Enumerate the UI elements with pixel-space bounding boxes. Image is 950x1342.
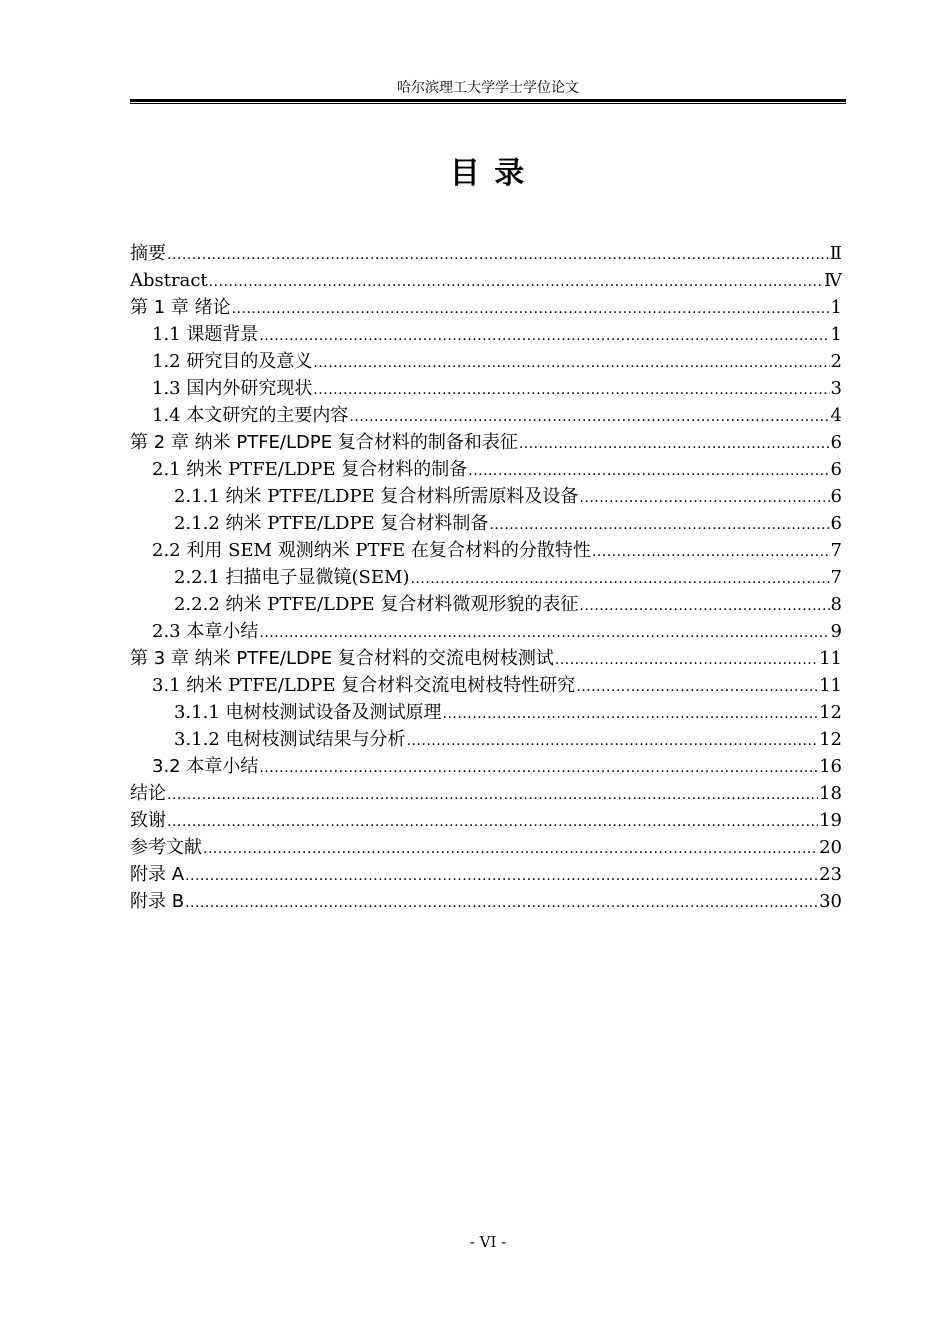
toc-entry-page: 6 [830,486,842,507]
toc-entry-label: 1.2 研究目的及意义 [152,351,313,372]
toc-leader-dots [592,539,830,566]
toc-leader-dots [259,323,829,350]
toc-entry[interactable] [130,807,842,834]
table-of-contents [130,240,842,915]
toc-entry-label: 第 2 章 纳米 PTFE/LDPE 复合材料的制备和表征 [130,432,518,453]
toc-leader-dots [167,242,829,269]
toc-entry[interactable] [130,294,842,321]
toc-entry[interactable] [130,348,842,375]
page-title: 目 录 [449,156,527,191]
toc-entry-label: 第 1 章 绪论 [130,297,231,318]
toc-leader-dots [167,809,818,836]
toc-leader-dots [185,890,818,917]
toc-entry[interactable] [130,510,842,537]
toc-leader-dots [349,404,829,431]
toc-leader-dots [203,836,818,863]
toc-leader-dots [489,512,829,539]
toc-entry-page: 9 [830,621,842,642]
toc-entry[interactable] [130,591,842,618]
toc-leader-dots [313,350,829,377]
toc-entry-page: 19 [819,810,842,831]
toc-entry-page: 11 [819,675,842,696]
toc-entry[interactable] [130,780,842,807]
toc-entry-label: 1.4 本文研究的主要内容 [152,405,349,426]
toc-entry[interactable] [130,240,842,267]
toc-entry-label: 2.2.2 纳米 PTFE/LDPE 复合材料微观形貌的表征 [174,594,579,615]
toc-entry[interactable] [130,699,842,726]
toc-entry[interactable] [130,267,842,294]
toc-entry-page: 12 [819,702,842,723]
toc-leader-dots [579,485,829,512]
toc-entry-label: 1.1 课题背景 [152,324,259,345]
toc-leader-dots [555,647,818,674]
toc-entry-page: Ⅱ [829,243,842,264]
toc-leader-dots [209,269,823,296]
toc-entry-page: 1 [830,324,842,345]
toc-entry-label: Abstract [130,270,208,291]
toc-entry-label: 3.1.1 电树枝测试设备及测试原理 [174,702,442,723]
toc-entry-label: 摘要 [130,243,166,264]
toc-entry-page: 7 [830,540,842,561]
toc-leader-dots [579,593,829,620]
toc-entry-label: 2.1.1 纳米 PTFE/LDPE 复合材料所需原料及设备 [174,486,579,507]
toc-entry[interactable] [130,888,842,915]
toc-entry[interactable] [130,456,842,483]
toc-entry-label: 3.1.2 电树枝测试结果与分析 [174,729,406,750]
toc-leader-dots [185,863,818,890]
toc-entry-page: 8 [830,594,842,615]
toc-entry[interactable] [130,537,842,564]
toc-entry-page: 6 [830,459,842,480]
toc-entry-page: Ⅳ [824,270,842,291]
toc-leader-dots [313,377,829,404]
toc-entry[interactable] [130,483,842,510]
toc-entry-label: 3.1 纳米 PTFE/LDPE 复合材料交流电树枝特性研究 [152,675,576,696]
toc-entry-page: 2 [830,351,842,372]
toc-entry[interactable] [130,861,842,888]
toc-entry-page: 20 [819,837,842,858]
toc-entry[interactable] [130,618,842,645]
toc-leader-dots [519,431,830,458]
toc-entry-label: 2.3 本章小结 [152,621,259,642]
toc-leader-dots [468,458,829,485]
toc-entry-label: 3.2 本章小结 [152,756,259,777]
toc-entry-page: 4 [830,405,842,426]
toc-entry-page: 7 [830,567,842,588]
toc-entry-label: 附录 A [130,864,185,885]
toc-entry[interactable] [130,402,842,429]
toc-entry-label: 1.3 国内外研究现状 [152,378,313,399]
toc-leader-dots [167,782,818,809]
toc-entry-label: 2.2.1 扫描电子显微镜(SEM) [174,567,410,588]
toc-entry-label: 参考文献 [130,837,202,858]
toc-entry[interactable] [130,672,842,699]
toc-entry-page: 30 [819,891,842,912]
toc-leader-dots [443,701,819,728]
toc-entry[interactable] [130,726,842,753]
toc-entry-label: 结论 [130,783,166,804]
toc-leader-dots [576,674,818,701]
toc-entry-page: 18 [819,783,842,804]
toc-entry-page: 11 [819,648,842,669]
toc-entry-label: 附录 B [130,891,185,912]
toc-entry-label: 2.2 利用 SEM 观测纳米 PTFE 在复合材料的分散特性 [152,540,591,561]
toc-entry-page: 6 [830,513,842,534]
toc-leader-dots [259,620,829,647]
toc-leader-dots [407,728,819,755]
toc-entry-page: 23 [819,864,842,885]
running-header: 哈尔滨理工大学学士学位论文 [397,80,579,96]
header-rule-thick [130,99,846,102]
toc-entry-page: 6 [830,432,842,453]
toc-entry-label: 致谢 [130,810,166,831]
toc-entry-label: 第 3 章 纳米 PTFE/LDPE 复合材料的交流电树枝测试 [130,648,554,669]
toc-entry-page: 16 [819,756,842,777]
toc-entry[interactable] [130,645,842,672]
page-number: - VI - [469,1233,507,1251]
toc-entry[interactable] [130,834,842,861]
toc-entry-label: 2.1.2 纳米 PTFE/LDPE 复合材料制备 [174,513,489,534]
toc-entry-page: 1 [830,297,842,318]
toc-entry[interactable] [130,321,842,348]
toc-leader-dots [410,566,829,593]
toc-leader-dots [259,755,818,782]
toc-entry-page: 12 [819,729,842,750]
toc-entry[interactable] [130,375,842,402]
toc-entry[interactable] [130,429,842,456]
header-rule-thin [130,103,846,104]
toc-entry-page: 3 [830,378,842,399]
toc-leader-dots [232,296,830,323]
toc-entry-label: 2.1 纳米 PTFE/LDPE 复合材料的制备 [152,459,468,480]
toc-entry[interactable] [130,564,842,591]
toc-entry[interactable] [130,753,842,780]
